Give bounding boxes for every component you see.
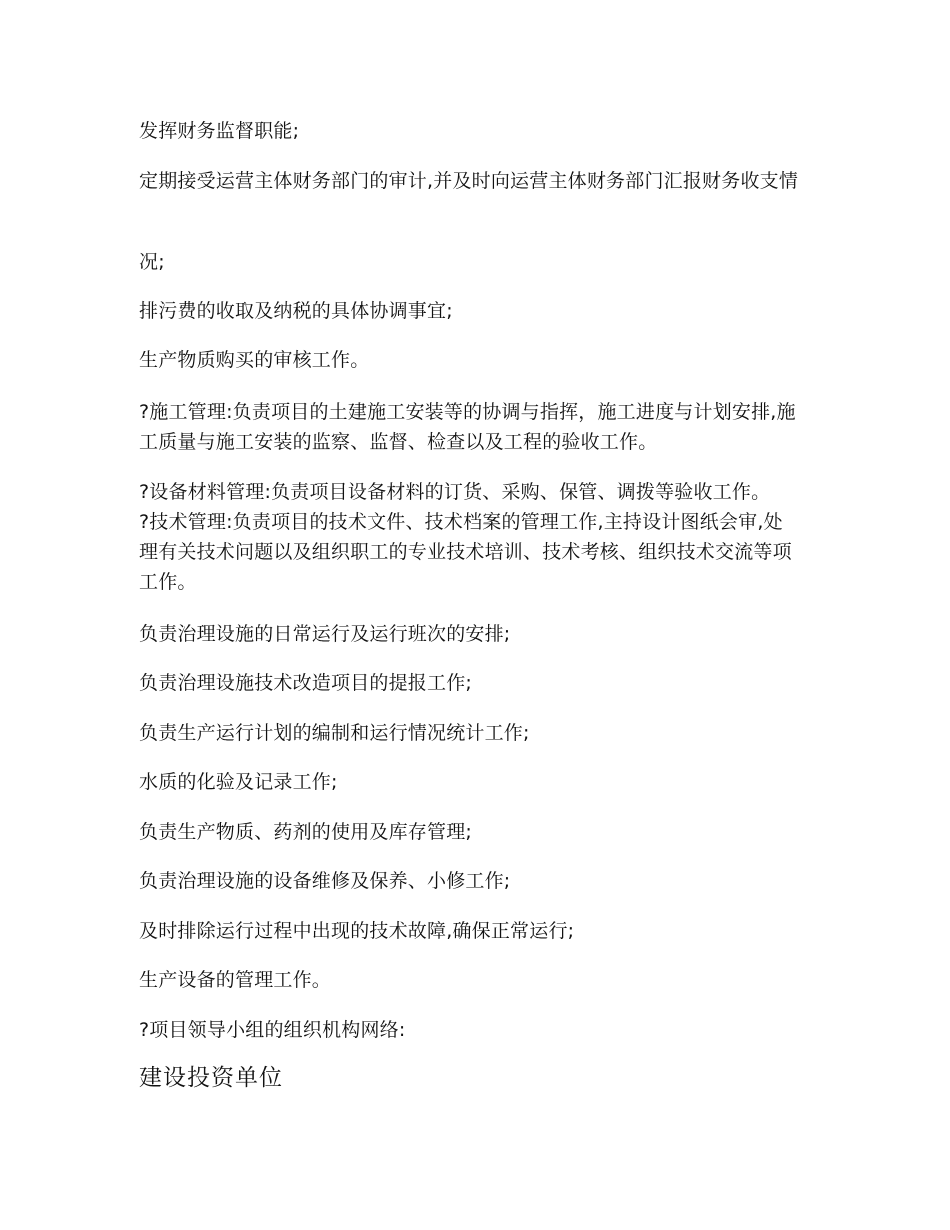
text-line: 生产设备的管理工作。 [139,969,332,991]
text-line: 负责治理设施的设备维修及保养、小修工作; [139,870,511,892]
text-line: 水质的化验及记录工作; [139,771,338,793]
text-paragraph: 定期接受运营主体财务部门的审计,并及时向运营主体财务部门汇报财务收支情 [139,170,799,192]
text-paragraph: ?施工管理:负责项目的土建施工安装等的协调与指挥，施工进度与计划安排,施工质量与施工安装的监察、监督、检查以及工程的验收工作。 [139,401,796,453]
text-line: 负责治理设施技术改造项目的提报工作; [139,672,473,694]
text-line: 排污费的收取及纳税的具体协调事宜; [139,300,453,322]
text-line: 及时排除运行过程中出现的技术故障,确保正常运行; [139,920,575,942]
text-line: 生产物质购买的审核工作。 [139,349,370,371]
text-line: 负责生产物质、药剂的使用及库存管理; [139,821,473,843]
text-line: 负责治理设施的日常运行及运行班次的安排; [139,623,511,645]
text-line: ?项目领导小组的组织机构网络: [139,1019,406,1041]
text-line: 况; [139,251,165,273]
text-line: 发挥财务监督职能; [139,120,300,142]
text-line: 负责生产运行计划的编制和运行情况统计工作; [139,722,530,744]
text-paragraph: ?技术管理:负责项目的技术文件、技术档案的管理工作,主持设计图纸会审,处理有关技术问题以及组织职工的专业技术培训、技术考核、组织技术交流等项工作。 [139,511,792,593]
section-heading: 建设投资单位 [139,1065,283,1091]
text-line: ?设备材料管理:负责项目设备材料的订货、采购、保管、调拨等验收工作。 [139,481,771,503]
